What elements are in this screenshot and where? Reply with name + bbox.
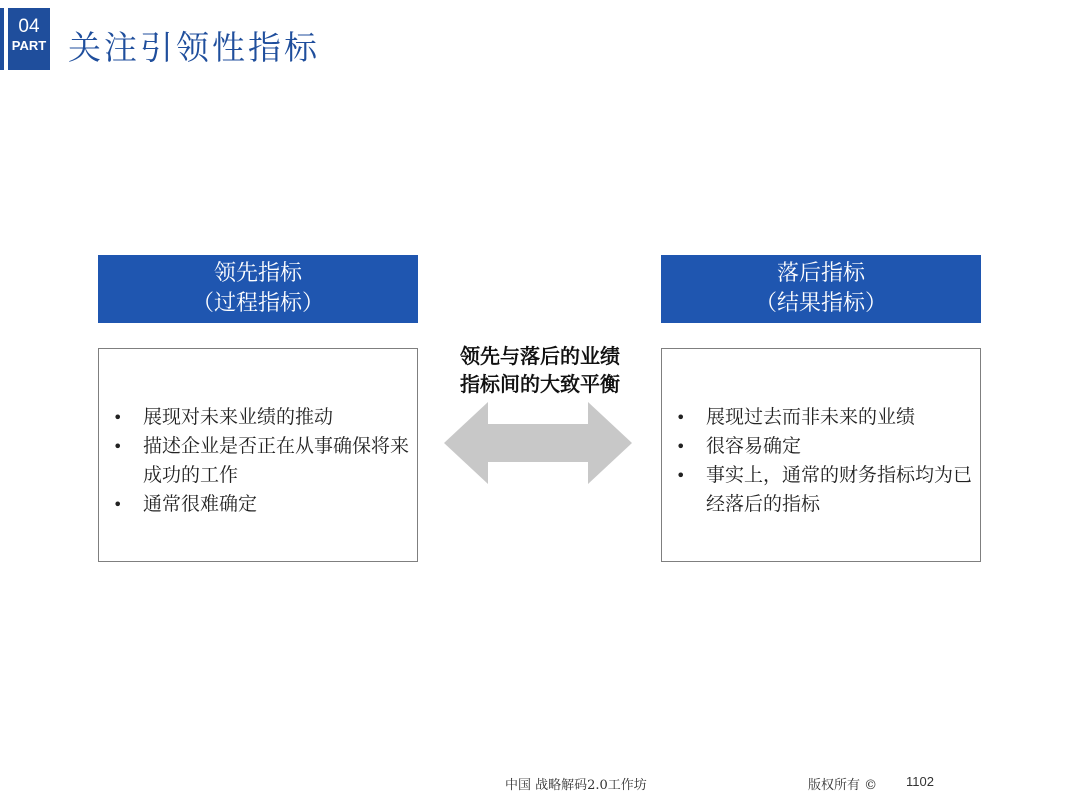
double-arrow-icon xyxy=(440,398,636,488)
leading-indicator-subtitle: （过程指标） xyxy=(191,291,324,316)
lagging-indicator-title: 落后指标 xyxy=(776,261,865,286)
footer-source: 中国 战略解码2.0工作坊 xyxy=(505,778,647,793)
footer-copyright: 版权所有 © xyxy=(808,778,878,793)
part-badge xyxy=(8,8,50,70)
leading-indicator-title: 领先指标 xyxy=(213,261,302,286)
badge-accent-bar xyxy=(0,8,4,70)
balance-caption-line1: 领先与落后的业绩 xyxy=(460,344,620,368)
lagging-indicator-box xyxy=(661,348,981,562)
footer-page-number: 1102 xyxy=(906,774,934,789)
balance-caption-line2: 指标间的大致平衡 xyxy=(460,372,620,396)
leading-indicator-box xyxy=(98,348,418,562)
leading-indicator-list xyxy=(113,403,409,519)
list-item: • 描述企业是否正在从事确保将来成功的工作 xyxy=(113,432,409,490)
balance-caption xyxy=(430,342,650,398)
list-item: • 展现过去而非未来的业绩 xyxy=(676,403,972,432)
list-item: • 事实上，通常的财务指标均为已经落后的指标 xyxy=(676,461,972,519)
part-number: 04 xyxy=(18,16,40,37)
leading-indicator-header xyxy=(98,255,418,323)
lagging-indicator-subtitle: （结果指标） xyxy=(754,291,887,316)
list-item: • 通常很难确定 xyxy=(113,490,409,519)
lagging-indicator-header xyxy=(661,255,981,323)
list-item: • 很容易确定 xyxy=(676,432,972,461)
page-title: 关注引领性指标 xyxy=(68,28,320,67)
list-item: • 展现对未来业绩的推动 xyxy=(113,403,409,432)
lagging-indicator-list xyxy=(676,403,972,519)
part-label: PART xyxy=(11,38,47,53)
